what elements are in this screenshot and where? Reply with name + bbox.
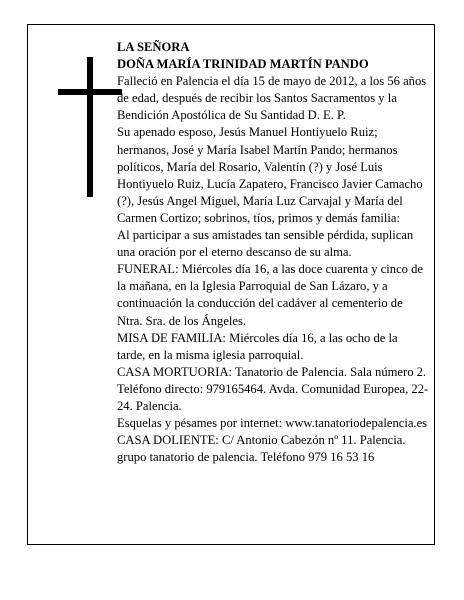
cross-vertical-bar bbox=[87, 57, 93, 197]
death-notice-paragraph: Falleció en Palencia el día 15 de mayo de 2012, a los 56 años de edad, después de recibir los Santos Sacramentos y la Bendición Apostólica de Su Santidad D. E. P. bbox=[117, 74, 427, 123]
deceased-name: DOÑA MARÍA TRINIDAD MARTÍN PANDO bbox=[117, 57, 369, 72]
family-mass-paragraph: MISA DE FAMILIA: Miércoles día 16, a las ocho de la tarde, en la misma iglesia parroquial. bbox=[117, 330, 398, 362]
heading-title: LA SEÑORA bbox=[117, 40, 190, 54]
funeral-home-paragraph: CASA MORTUORIA: Tanatorio de Palencia. Sala número 2. Teléfono directo: 979165464. Avda. Comunidad Europea, 22-24. Palencia. bbox=[117, 364, 429, 413]
internet-condolences-paragraph: Esquelas y pésames por internet: www.tanatoriodepalencia.es bbox=[117, 416, 428, 431]
funeral-paragraph: FUNERAL: Miércoles día 16, a las doce cuarenta y cinco de la mañana, en la Iglesia Parroquial de San Lázaro, y a continuación la conducción del cadáver al cementerio de Ntra. Sra. de los Ángeles. bbox=[117, 262, 423, 328]
family-home-paragraph: CASA DOLIENTE: C/ Antonio Cabezón nº 11. Palencia. bbox=[117, 433, 406, 448]
prayer-request-paragraph: Al participar a sus amistades tan sensible pérdida, suplican una oración por el eterno descanso de su alma. bbox=[117, 228, 414, 260]
obituary-frame bbox=[27, 24, 435, 545]
cross-horizontal-bar bbox=[58, 89, 122, 95]
latin-cross-icon bbox=[58, 57, 122, 197]
obituary-text bbox=[117, 39, 429, 466]
family-paragraph: Su apenado esposo, Jesús Manuel Hontiyuelo Ruiz; hermanos, José y María Isabel Martín Pando; hermanos políticos, María del Rosario, Valentín (?) y José Luis Hontiyuelo Ruiz, Lucía Zapatero, Francisco Javier Camacho (?), Jesús Angel Miguel, María Luz Carvajal y María del Carmen Cortizo; sobrinos, tíos, primos y demás familia: bbox=[117, 125, 423, 225]
funeral-group-contact: grupo tanatorio de palencia. Teléfono 979 16 53 16 bbox=[117, 450, 375, 465]
